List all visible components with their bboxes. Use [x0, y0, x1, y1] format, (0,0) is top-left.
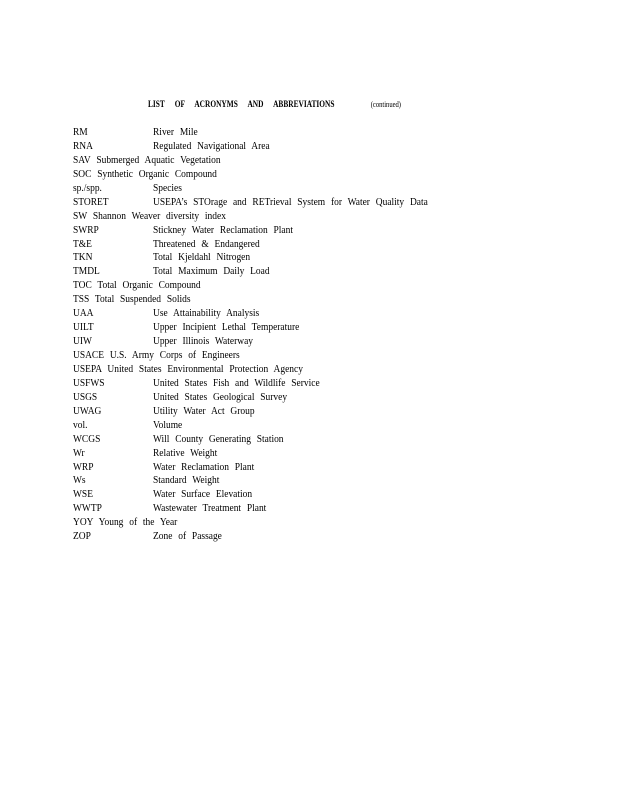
acronym-row — [73, 334, 593, 348]
acronym-term: STORET — [73, 195, 109, 208]
acronym-row — [73, 125, 593, 139]
acronym-row — [73, 237, 593, 251]
acronym-term: TOC Total Organic Compound — [73, 279, 201, 292]
acronym-definition: United States Fish and Wildlife Service — [153, 376, 320, 389]
heading-continued: (continued) — [370, 100, 401, 109]
acronym-row — [73, 501, 593, 515]
acronym-term: Wr — [73, 446, 85, 459]
acronym-row — [73, 320, 593, 334]
acronym-term: USEPA United States Environmental Protection Agency — [73, 362, 303, 375]
acronym-definition: Upper Illinois Waterway — [153, 335, 254, 348]
acronym-row — [73, 306, 593, 320]
acronym-term: USGS — [73, 390, 98, 403]
acronym-row — [73, 418, 593, 432]
acronym-row — [73, 250, 593, 264]
heading-title: LIST OF ACRONYMS AND ABBREVIATIONS — [148, 99, 335, 109]
acronym-row — [73, 473, 593, 487]
acronym-definition: Stickney Water Reclamation Plant — [153, 223, 293, 236]
acronym-definition: Upper Incipient Lethal Temperature — [153, 321, 300, 334]
page-heading — [148, 99, 401, 109]
acronym-term: SW Shannon Weaver diversity index — [73, 209, 226, 222]
acronym-term: TSS Total Suspended Solids — [73, 293, 191, 306]
acronym-term: UIW — [73, 335, 92, 348]
acronym-definition: Total Kjeldahl Nitrogen — [153, 251, 251, 264]
acronym-term: Ws — [73, 474, 86, 487]
acronym-list — [73, 125, 593, 543]
acronym-term: WSE — [73, 488, 93, 501]
acronym-term: UILT — [73, 321, 94, 334]
acronym-definition: Use Attainability Analysis — [153, 307, 260, 320]
acronym-term: RNA — [73, 139, 93, 152]
acronym-definition: River Mile — [153, 126, 198, 138]
acronym-term: SWRP — [73, 223, 99, 236]
acronym-definition: Volume — [153, 418, 183, 431]
acronym-row — [73, 432, 593, 446]
acronym-term: UAA — [73, 307, 94, 320]
acronym-row — [73, 446, 593, 460]
acronym-term: USFWS — [73, 376, 105, 389]
acronym-row — [73, 153, 593, 167]
acronym-definition: Relative Weight — [153, 446, 218, 459]
acronym-row — [73, 139, 593, 153]
acronym-definition: Standard Weight — [153, 474, 220, 487]
acronym-definition: Water Surface Elevation — [153, 488, 253, 501]
acronym-term: WWTP — [73, 502, 102, 515]
acronym-row — [73, 209, 593, 223]
acronym-row — [73, 362, 593, 376]
acronym-definition: Water Reclamation Plant — [153, 460, 255, 473]
acronym-definition: Zone of Passage — [153, 530, 222, 543]
acronym-definition: Utility Water Act Group — [153, 404, 255, 417]
acronym-row — [73, 529, 593, 543]
acronym-term: SOC Synthetic Organic Compound — [73, 167, 217, 180]
acronym-definition: Will County Generating Station — [153, 432, 284, 445]
acronym-row — [73, 181, 593, 195]
acronym-row — [73, 195, 593, 209]
acronym-term: sp./spp. — [73, 181, 102, 194]
acronym-row — [73, 167, 593, 181]
acronym-term: TKN — [73, 251, 93, 264]
acronym-row — [73, 460, 593, 474]
acronym-definition: Total Maximum Daily Load — [153, 265, 270, 278]
acronym-definition: United States Geological Survey — [153, 390, 288, 403]
acronym-row — [73, 404, 593, 418]
acronym-term: USACE U.S. Army Corps of Engineers — [73, 349, 240, 361]
acronym-term: TMDL — [73, 265, 100, 278]
acronym-row — [73, 223, 593, 237]
acronym-row — [73, 348, 593, 362]
acronym-definition: Threatened & Endangered — [153, 237, 260, 250]
acronym-term: WRP — [73, 460, 94, 473]
acronym-definition: USEPA’s STOrage and RETrieval System for Water Quality Data — [153, 195, 428, 208]
acronym-definition: Wastewater Treatment Plant — [153, 502, 267, 515]
acronym-term: SAV Submerged Aquatic Vegetation — [73, 153, 221, 166]
acronym-term: WCGS — [73, 432, 101, 445]
acronym-term: UWAG — [73, 404, 102, 417]
acronym-row — [73, 264, 593, 278]
acronym-row — [73, 292, 593, 306]
acronym-definition: Species — [153, 181, 182, 194]
acronym-row — [73, 278, 593, 292]
acronym-row — [73, 390, 593, 404]
acronym-term: T&E — [73, 237, 92, 250]
acronym-row — [73, 376, 593, 390]
acronym-row — [73, 487, 593, 501]
acronym-term: YOY Young of the Year — [73, 516, 178, 529]
acronym-term: ZOP — [73, 530, 91, 543]
acronym-definition: Regulated Navigational Area — [153, 139, 270, 152]
acronym-term: RM — [73, 126, 88, 138]
acronym-row — [73, 515, 593, 529]
acronym-term: vol. — [73, 418, 88, 431]
